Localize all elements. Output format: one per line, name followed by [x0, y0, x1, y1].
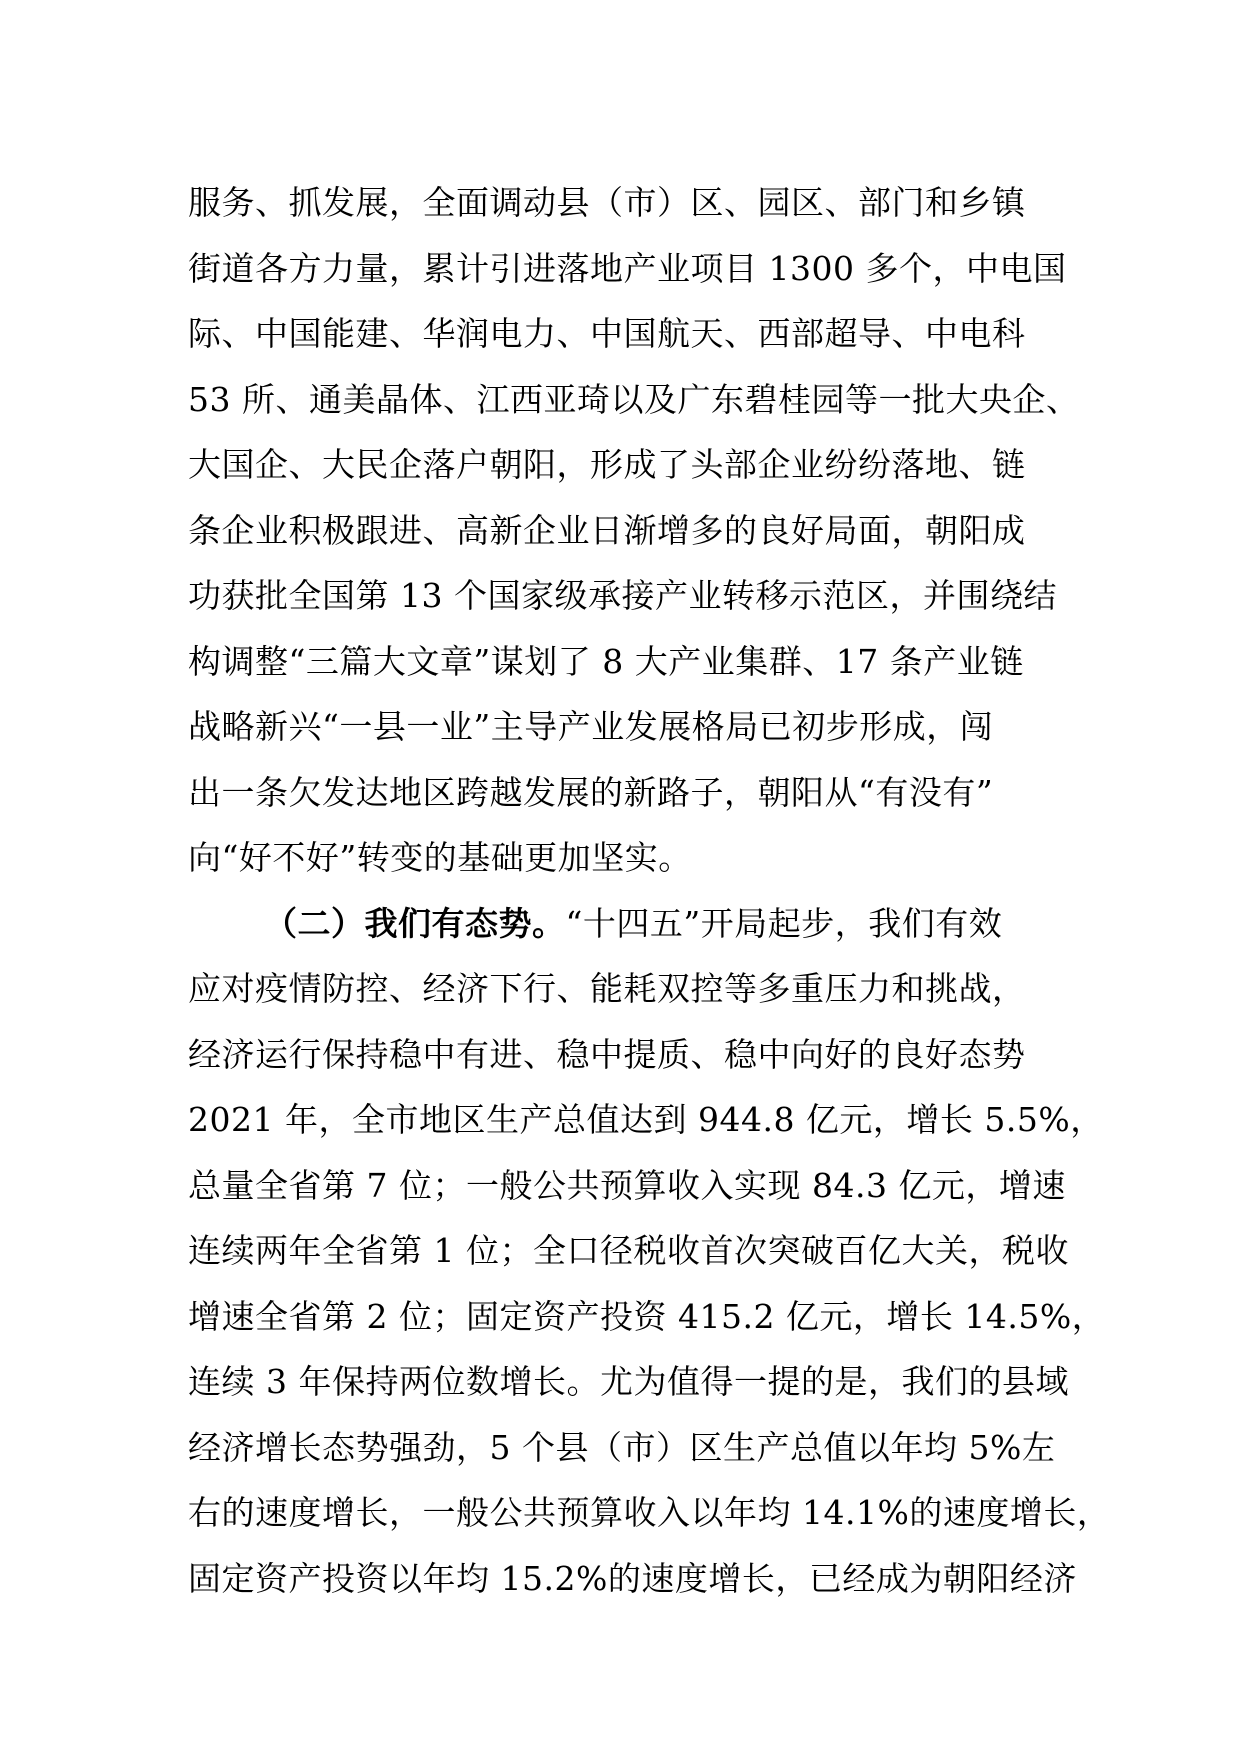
text-line: 增速全省第 2 位；固定资产投资 415.2 亿元，增长 14.5%， [188, 1296, 1106, 1336]
text-line: 战略新兴“一县一业”主导产业发展格局已初步形成，闯 [188, 707, 994, 746]
text-line: 出一条欠发达地区跨越发展的新路子，朝阳从“有没有” [188, 772, 994, 812]
text-line: 右的速度增长，一般公共预算收入以年均 14.1%的速度增长， [188, 1493, 1111, 1532]
section-heading-line [188, 891, 1088, 957]
section-heading: （二）我们有态势。 [264, 903, 566, 943]
text-line: 连续 3 年保持两位数增长。尤为值得一提的是，我们的县域 [188, 1362, 1069, 1401]
text-line: 大国企、大民企落户朝阳，形成了头部企业纷纷落地、链 [188, 445, 1026, 484]
text-line: 街道各方力量，累计引进落地产业项目 1300 多个，中电国 [188, 248, 1067, 288]
section-heading-rest: “十四五”开局起步，我们有效 [565, 903, 1003, 943]
text-line: 向“好不好”转变的基础更加坚实。 [188, 838, 692, 877]
text-line: 经济运行保持稳中有进、稳中提质、稳中向好的良好态势 [188, 1034, 1026, 1074]
text-line: 总量全省第 7 位；一般公共预算收入实现 84.3 亿元，增速 [188, 1165, 1066, 1205]
text-line: 功获批全国第 13 个国家级承接产业转移示范区，并围绕结 [188, 576, 1057, 615]
text-line: 53 所、通美晶体、江西亚琦以及广东碧桂园等一批大央企、 [188, 379, 1080, 419]
text-line: 固定资产投资以年均 15.2%的速度增长，已经成为朝阳经济 [188, 1558, 1077, 1598]
text-line: 连续两年全省第 1 位；全口径税收首次突破百亿大关，税收 [188, 1231, 1069, 1270]
text-line: 应对疫情防控、经济下行、能耗双控等多重压力和挑战， [188, 969, 1026, 1008]
text-line: 经济增长态势强劲，5 个县（市）区生产总值以年均 5%左 [188, 1427, 1056, 1467]
text-line: 2021 年，全市地区生产总值达到 944.8 亿元，增长 5.5%， [188, 1100, 1104, 1139]
text-line: 条企业积极跟进、高新企业日渐增多的良好局面，朝阳成 [188, 510, 1026, 550]
document-body [188, 170, 1111, 1611]
text-line: 服务、抓发展，全面调动县（市）区、园区、部门和乡镇 [188, 183, 1026, 222]
text-line: 构调整“三篇大文章”谋划了 8 大产业集群、17 条产业链 [188, 641, 1024, 681]
text-line: 际、中国能建、华润电力、中国航天、西部超导、中电科 [188, 314, 1026, 353]
